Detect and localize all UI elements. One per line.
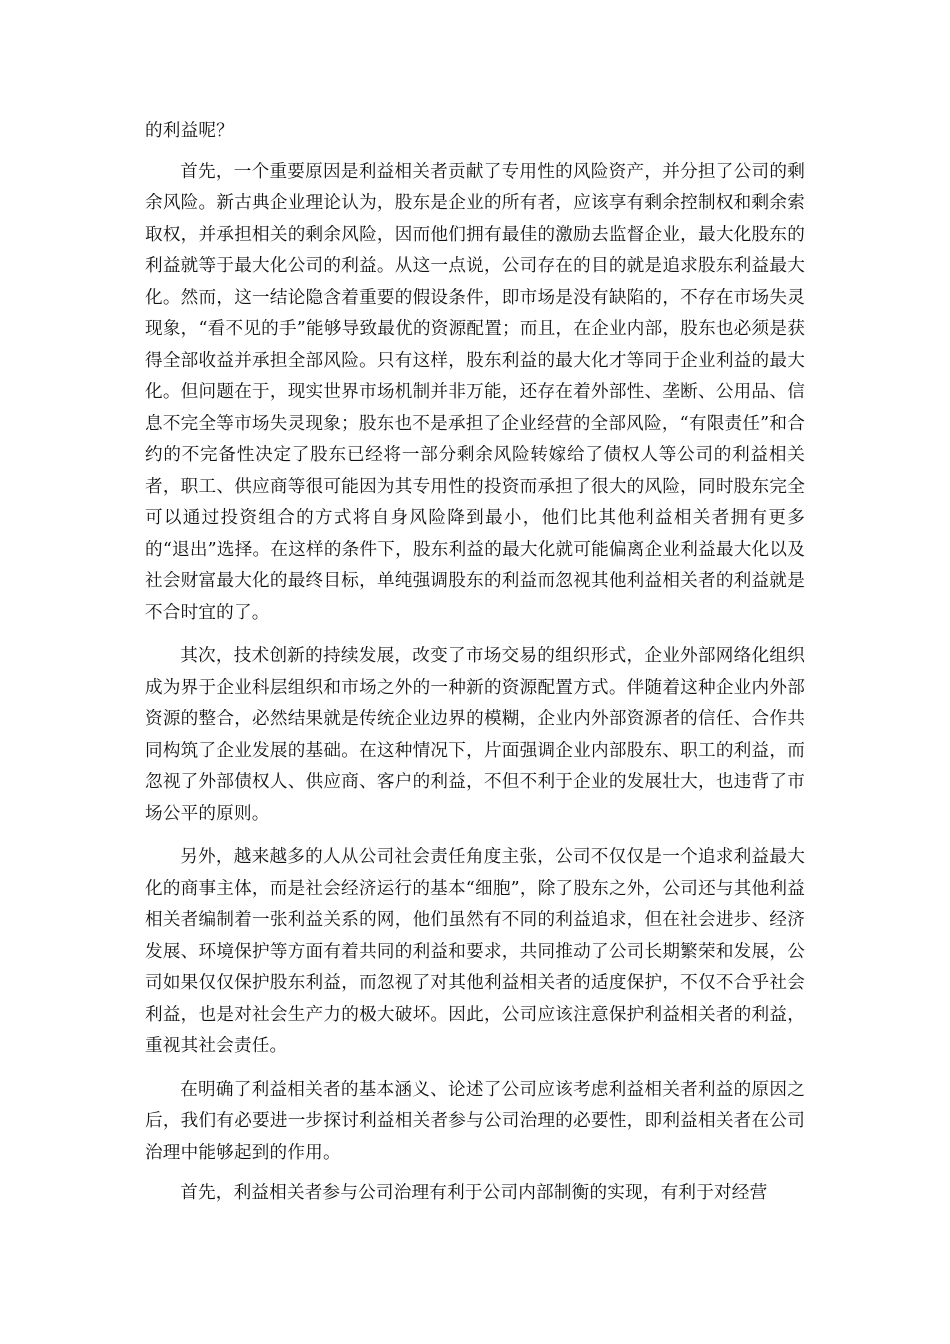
document-page	[145, 116, 805, 1210]
paragraph-risk-assets: 首先，一个重要原因是利益相关者贡献了专用性的风险资产，并分担了公司的剩余风险。新古典企业理论认为，股东是企业的所有者，应该享有剩余控制权和剩余索取权，并承担相关的剩余风险，因而他们拥有最佳的激励去监督企业，最大化股东的利益就等于最大化公司的利益。从这一点说，公司存在的目的就是追求股东利益最大化。然而，这一结论隐含着重要的假设条件，即市场是没有缺陷的，不存在市场失灵现象，“看不见的手”能够导致最优的资源配置；而且，在企业内部，股东也必须是获得全部收益并承担全部风险。只有这样，股东利益的最大化才等同于企业利益的最大化。但问题在于，现实世界市场机制并非万能，还存在着外部性、垄断、公用品、信息不完全等市场失灵现象；股东也不是承担了企业经营的全部风险，“有限责任”和合约的不完备性决定了股东已经将一部分剩余风险转嫁给了债权人等公司的利益相关者，职工、供应商等很可能因为其专用性的投资而承担了很大的风险，同时股东完全可以通过投资组合的方式将自身风险降到最小，他们比其他利益相关者拥有更多的“退出”选择。在这样的条件下，股东利益的最大化就可能偏离企业利益最大化以及社会财富最大化的最终目标，单纯强调股东的利益而忽视其他利益相关者的利益就是不合时宜的了。	[145, 161, 805, 623]
paragraph-technology-innovation: 其次，技术创新的持续发展，改变了市场交易的组织形式，企业外部网络化组织成为界于企业科层组织和市场之外的一种新的资源配置方式。伴随着这种企业内外部资源的整合，必然结果就是传统企业边界的模糊，企业内外部资源者的信任、合作共同构筑了企业发展的基础。在这种情况下，片面强调企业内部股东、职工的利益，而忽视了外部债权人、供应商、客户的利益，不但不利于企业的发展壮大，也违背了市场公平的原则。	[145, 646, 805, 824]
paragraph-governance-necessity: 在明确了利益相关者的基本涵义、论述了公司应该考虑利益相关者利益的原因之后，我们有必要进一步探讨利益相关者参与公司治理的必要性，即利益相关者在公司治理中能够起到的作用。	[145, 1079, 805, 1163]
paragraph-social-responsibility: 另外，越来越多的人从公司社会责任角度主张，公司不仅仅是一个追求利益最大化的商事主体，而是社会经济运行的基本“细胞”，除了股东之外，公司还与其他利益相关者编制着一张利益关系的网，他们虽然有不同的利益追求，但在社会进步、经济发展、环境保护等方面有着共同的利益和要求，共同推动了公司长期繁荣和发展，公司如果仅仅保护股东利益，而忽视了对其他利益相关者的适度保护，不仅不合乎社会利益，也是对社会生产力的极大破坏。因此，公司应该注意保护利益相关者的利益，重视其社会责任。	[145, 847, 805, 1056]
paragraph-internal-checks: 首先，利益相关者参与公司治理有利于公司内部制衡的实现，有利于对经营	[180, 1183, 768, 1203]
paragraph-continuation: 的利益呢？	[145, 121, 234, 141]
